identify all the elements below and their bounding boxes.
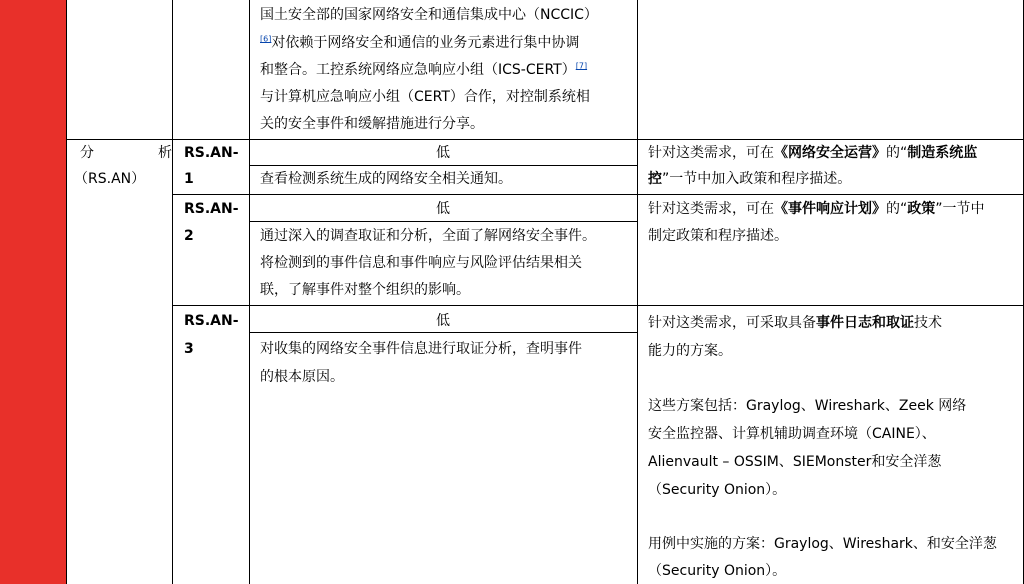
- recommendation: 针对这类需求，可采取具备事件日志和取证技术: [648, 315, 942, 331]
- footnote-link[interactable]: [6]: [260, 34, 272, 44]
- priority: 低: [436, 313, 450, 329]
- recommendation: （Security Onion）。: [648, 563, 787, 579]
- recommendation: 针对这类需求，可在《网络安全运营》的“制造系统监: [648, 145, 978, 161]
- category-code: （RS.AN）: [74, 171, 146, 187]
- description: 的根本原因。: [260, 369, 344, 385]
- text-line: 与计算机应急响应小组（CERT）合作，对控制系统相: [260, 89, 590, 105]
- priority: 低: [436, 201, 450, 217]
- row-id: RS.AN-: [184, 313, 239, 329]
- red-accent-bar: [0, 0, 66, 584]
- text-line: 国土安全部的国家网络安全和通信集成中心（NCCIC）: [260, 7, 598, 23]
- recommendation: 针对这类需求，可在《事件响应计划》的“政策”一节中: [648, 201, 985, 217]
- recommendation: 控”一节中加入政策和程序描述。: [648, 171, 852, 187]
- text-line: 和整合。工控系统网络应急响应小组（ICS-CERT）[7]: [260, 61, 588, 78]
- description: 将检测到的事件信息和事件响应与风险评估结果相关: [260, 255, 582, 271]
- recommendation: 能力的方案。: [648, 343, 732, 359]
- row-id: RS.AN-: [184, 201, 239, 217]
- recommendation: （Security Onion）。: [648, 482, 787, 498]
- text-line: [6]对依赖于网络安全和通信的业务元素进行集中协调: [260, 34, 580, 51]
- row-id: 2: [184, 228, 194, 244]
- row-id: RS.AN-: [184, 145, 239, 161]
- footnote-link[interactable]: [7]: [575, 61, 588, 71]
- row-id: 1: [184, 171, 194, 187]
- priority: 低: [436, 145, 450, 161]
- description: 查看检测系统生成的网络安全相关通知。: [260, 171, 512, 187]
- recommendation: 安全监控器、计算机辅助调查环境（CAINE）、: [648, 426, 936, 442]
- recommendation: 用例中实施的方案：Graylog、Wireshark、和安全洋葱: [648, 536, 997, 552]
- text-line: 关的安全事件和缓解措施进行分享。: [260, 116, 484, 132]
- row-id: 3: [184, 341, 194, 357]
- description: 对收集的网络安全事件信息进行取证分析，查明事件: [260, 341, 582, 357]
- recommendation: 制定政策和程序描述。: [648, 228, 788, 244]
- recommendation: 这些方案包括：Graylog、Wireshark、Zeek 网络: [648, 398, 967, 414]
- description: 联，了解事件对整个组织的影响。: [260, 282, 470, 298]
- category-name: 分 析: [80, 145, 172, 161]
- description: 通过深入的调查取证和分析，全面了解网络安全事件。: [260, 228, 596, 244]
- recommendation: Alienvault – OSSIM、SIEMonster和安全洋葱: [648, 454, 942, 470]
